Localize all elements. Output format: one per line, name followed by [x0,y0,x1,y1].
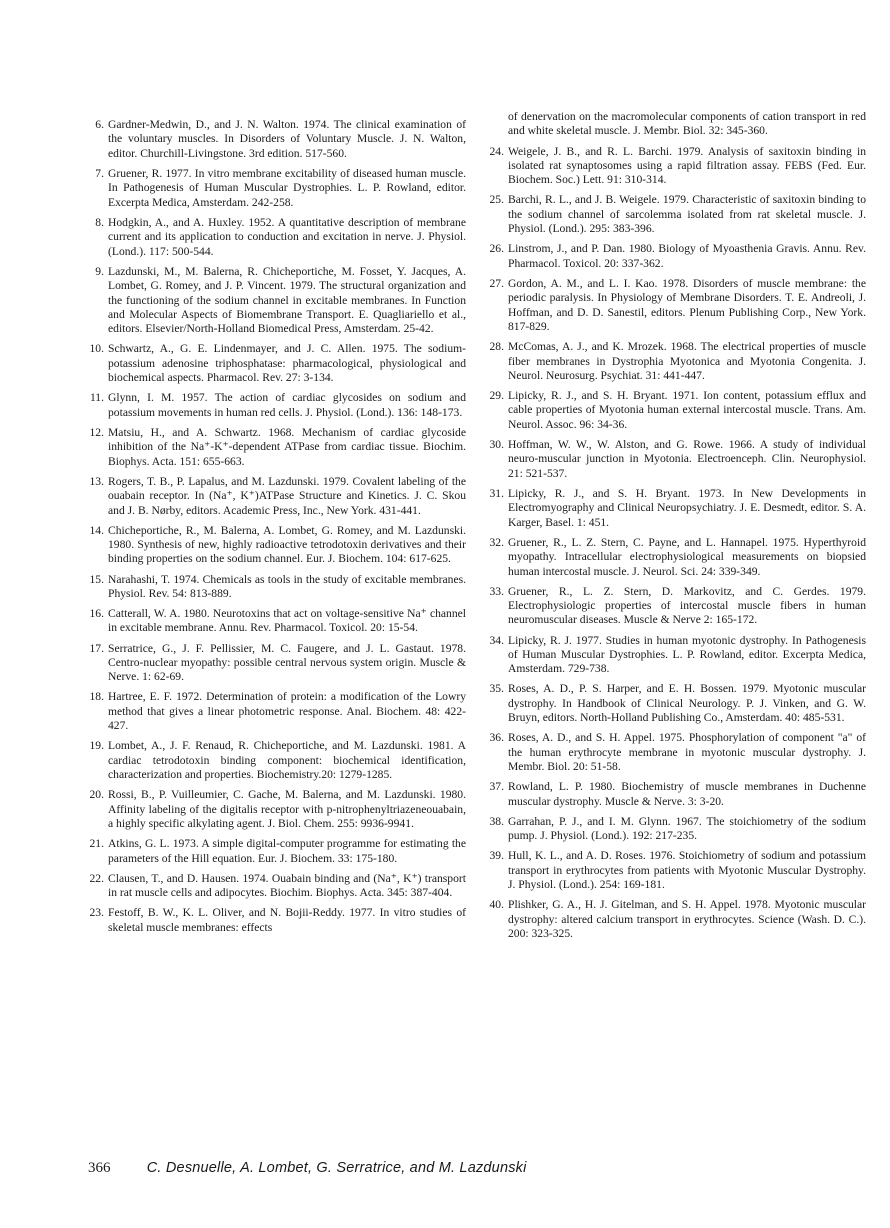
reference-text: Garrahan, P. J., and I. M. Glynn. 1967. The stoichiometry of the sodium pump. J. Physiol. (Lond.). 192: 217-235. [508,814,866,843]
reference-entry [89,523,466,567]
reference-text: Hull, K. L., and A. D. Roses. 1976. Stoichiometry of sodium and potassium transport in erythrocytes from patients with Myotonic Muscular Dystrophy. J. Physiol. (Lond.). 254: 169-181. [508,849,866,892]
reference-text: Roses, A. D., and S. H. Appel. 1975. Phosphorylation of component "a" of the human erythrocyte membrane in myotonic muscular dystrophy. J. Membr. Biol. 20: 51-58. [508,731,866,774]
reference-entry [89,788,466,831]
reference-number: 40. [489,898,504,912]
reference-text: Lipicky, R. J. 1977. Studies in human myotonic dystrophy. In Pathogenesis of Human Muscular Dystrophies. L. P. Rowland, editor. Excerpta Medica, Amsterdam. 729-738. [508,633,866,676]
reference-entry [489,731,866,774]
reference-text: Gruener, R. 1977. In vitro membrane excitability of diseased human muscle. In Pathogenesis of Human Muscular Dystrophies. L. P. Rowland, editor. Excerpta Medica, Amsterdam. 242-258. [108,166,466,209]
reference-text: Glynn, I. M. 1957. The action of cardiac glycosides on sodium and potassium movements in human red cells. J. Physiol. (Lond.). 136: 148-173. [108,391,466,419]
reference-text: Lipicky, R. J., and S. H. Bryant. 1973. In New Developments in Electromyography and Clinical Neuropsychiatry. J. E. Desmedt, editor. S. A. Karger, Basel. 1: 451. [508,486,866,529]
reference-entry [489,193,866,236]
reference-number: 15. [89,572,104,586]
reference-entry [489,898,866,941]
reference-number: 24. [489,144,504,158]
running-authors: C. Desnuelle, A. Lombet, G. Serratrice, and M. Lazdunski [146,1160,527,1176]
reference-entry [489,849,866,892]
reference-number: 8. [95,215,104,229]
reference-text: Serratrice, G., J. F. Pellissier, M. C. Faugere, and J. L. Gastaut. 1978. Centro-nuclear myopathy: possible central nervous system origin. Muscle & Nerve. 1: 62-69. [108,641,466,684]
reference-text: Lipicky, R. J., and S. H. Bryant. 1971. Ion content, potassium efflux and cable properties of Myotonia human external intercostal muscle. Trans. Am. Neurol. Assoc. 96: 34-36. [508,389,866,431]
reference-text: Rowland, L. P. 1980. Biochemistry of muscle membranes in Duchenne muscular dystrophy. Muscle & Nerve. 3: 3-20. [508,780,866,808]
reference-number: 27. [489,276,504,290]
reference-entry [89,871,466,901]
reference-number: 21. [89,837,104,851]
reference-number: 18. [89,690,104,704]
reference-entry [89,690,466,733]
reference-number: 34. [489,633,504,647]
reference-text: Atkins, G. L. 1973. A simple digital-computer programme for estimating the parameters of the Hill equation. Eur. J. Biochem. 33: 175-180. [108,837,466,865]
reference-entry [489,276,866,335]
reference-number: 35. [489,682,504,696]
reference-text: Gardner-Medwin, D., and J. N. Walton. 1974. The clinical examination of the voluntary muscles. In Disorders of Voluntary Muscle. J. N. Walton, editor. Churchill-Livingstone. 3rd edition. 517-560. [108,118,466,160]
reference-entry [489,437,866,481]
reference-number: 14. [89,523,104,537]
references-left-column [89,118,466,941]
reference-text: Clausen, T., and D. Hausen. 1974. Ouabain binding and (Na⁺, K⁺) transport in rat muscle cells and adipocytes. Biochim. Biophys. Acta. 345: 387-404. [108,871,466,900]
reference-entry [489,144,866,188]
reference-text: Roses, A. D., P. S. Harper, and E. H. Bossen. 1979. Myotonic muscular dystrophy. In Handbook of Clinical Neurology. P. J. Vinken, and G. W. Bruyn, editors. North-Holland Publishing Co., Amsterdam. 40: 485-531. [508,682,866,725]
reference-text: Rossi, B., P. Vuilleumier, C. Gache, M. Balerna, and M. Lazdunski. 1980. Affinity labeling of the digitalis receptor with p-nitrophenyltriazeneouabain, a highly specific alkylating agent. J. Biol. Chem. 255: 9936-9941. [108,788,466,831]
reference-number: 13. [89,474,104,488]
reference-number: 10. [89,342,104,356]
reference-text: Festoff, B. W., K. L. Oliver, and N. Bojii-Reddy. 1977. In vitro studies of skeletal muscle membranes: effects [108,906,466,934]
reference-text: Catterall, W. A. 1980. Neurotoxins that act on voltage-sensitive Na⁺ channel in excitable membrane. Annu. Rev. Pharmacol. Toxicol. 20: 15-54. [108,607,466,635]
reference-entry [89,906,466,935]
reference-entry [489,242,866,271]
reference-number: 16. [89,607,104,621]
reference-entry [89,837,466,866]
reference-entry [489,486,866,530]
reference-entry [489,682,866,725]
reference-entry [95,264,466,337]
reference-entry [89,572,466,602]
reference-number: 11. [89,391,104,405]
reference-text: Barchi, R. L., and J. B. Weigele. 1979. Characteristic of saxitoxin binding to the sodium channel of sarcolemma isolated from rat skeletal muscle. J. Physiol. (Lond.). 295: 383-396. [508,193,866,236]
reference-number: 19. [89,739,104,753]
reference-entry [489,340,866,383]
reference-number: 36. [489,731,504,745]
reference-text: Lazdunski, M., M. Balerna, R. Chicheportiche, M. Fosset, Y. Jacques, A. Lombet, G. Romey, and J. P. Vincent. 1979. The structural organization and the functioning of the sodium channel in excitable membranes. In Function and Molecular Aspects of Biomembrane Transport. E. Quagliariello et al., editors. Elsevier/North-Holland Biomedical Press, Amsterdam. 25-42. [108,264,466,336]
reference-entry [489,780,866,809]
reference-entry [89,425,466,469]
reference-entry [95,118,466,161]
reference-number: 22. [89,871,104,885]
reference-number: 37. [489,780,504,794]
page-footer [88,1160,808,1177]
reference-entry [89,391,466,420]
reference-text: Matsiu, H., and A. Schwartz. 1968. Mechanism of cardiac glycoside inhibition of the Na⁺-K⁺-dependent ATPase from cardiac tissue. Biochim. Biophys. Acta. 151: 655-663. [108,425,466,468]
reference-number: 23. [89,906,104,920]
reference-number: 38. [489,814,504,828]
reference-text: Hartree, E. F. 1972. Determination of protein: a modification of the Lowry method that gives a linear photometric response. Anal. Biochem. 48: 422-427. [108,690,466,733]
reference-entry [89,739,466,782]
reference-number: 39. [489,849,504,863]
reference-text: Gruener, R., L. Z. Stern, C. Payne, and L. Hannapel. 1975. Hyperthyroid myopathy. Intracellular electrophysiological measurements on biopsied human intercostal muscle. J. Neurol. Sci. 24: 339-349. [508,535,866,578]
reference-entry [95,166,466,210]
reference-number: 33. [489,584,504,598]
reference-text: of denervation on the macromolecular components of cation transport in red and white skeletal muscle. J. Membr. Biol. 32: 345-360. [508,110,866,138]
reference-text: Rogers, T. B., P. Lapalus, and M. Lazdunski. 1979. Covalent labeling of the ouabain receptor. In (Na⁺, K⁺)ATPase Structure and Kinetics. J. C. Skou and J. B. Nørby, editors. Academic Press, Inc., New York. 431-441. [108,474,466,517]
reference-text: Weigele, J. B., and R. L. Barchi. 1979. Analysis of saxitoxin binding in isolated rat synaptosomes using a rapid filtration assay. FEBS (Fed. Eur. Biochem. Soc.) Lett. 91: 310-314. [508,144,866,187]
reference-entry [89,342,466,385]
reference-text: Hoffman, W. W., W. Alston, and G. Rowe. 1966. A study of individual neuro-muscular junction in Myotonia. Electroenceph. Clin. Neurophysiol. 21: 521-537. [508,437,866,480]
reference-text: Gruener, R., L. Z. Stern, D. Markovitz, and C. Gerdes. 1979. Electrophysiologic properties of intercostal muscle fibers in human neuromuscular diseases. Muscle & Nerve 2: 165-172. [508,584,866,627]
reference-number: 12. [89,425,104,439]
reference-number: 20. [89,788,104,802]
reference-number: 25. [489,193,504,207]
reference-text: Plishker, G. A., H. J. Gitelman, and S. H. Appel. 1978. Myotonic muscular dystrophy: altered calcium transport in erythrocytes. Science (Wash. D. C.). 200: 323-325. [508,898,866,940]
reference-entry [508,110,866,139]
reference-number: 29. [489,389,504,403]
reference-entry [489,389,866,432]
reference-entry [95,215,466,259]
reference-entry [89,474,466,518]
reference-number: 32. [489,535,504,549]
reference-number: 17. [89,641,104,655]
reference-entry [489,633,866,677]
page-number: 366 [88,1160,111,1176]
reference-text: Lombet, A., J. F. Renaud, R. Chicheportiche, and M. Lazdunski. 1981. A cardiac tetrodotoxin binding component: biochemical identification, characterization and properties. Biochemistry.20: 1279-1285. [108,739,466,782]
reference-text: Hodgkin, A., and A. Huxley. 1952. A quantitative description of membrane current and its application to conduction and excitation in nerve. J. Physiol. (Lond.). 117: 500-544. [108,215,466,258]
reference-entry [489,535,866,579]
reference-text: Gordon, A. M., and L. I. Kao. 1978. Disorders of muscle membrane: the periodic paralysis. In Physiology of Membrane Disorders. T. E. Andreoli, J. Hoffman, and D. D. Sanestil, editors. Plenum Publishing Corp., New York. 817-829. [508,276,866,334]
reference-number: 6. [95,118,104,131]
references-right-column [489,110,866,947]
reference-text: Linstrom, J., and P. Dan. 1980. Biology of Myoasthenia Gravis. Annu. Rev. Pharmacol. Toxicol. 20: 337-362. [508,242,866,270]
reference-text: Narahashi, T. 1974. Chemicals as tools in the study of excitable membranes. Physiol. Rev. 54: 813-889. [108,572,466,600]
reference-text: Chicheportiche, R., M. Balerna, A. Lombet, G. Romey, and M. Lazdunski. 1980. Synthesis of new, highly radioactive tetrodotoxin derivatives and their binding properties on the sodium channel. Eur. J. Biochem. 104: 617-625. [108,523,466,566]
reference-entry [489,814,866,844]
reference-entry [89,607,466,636]
reference-number: 9. [95,264,104,278]
reference-entry [89,641,466,685]
reference-text: Schwartz, A., G. E. Lindenmayer, and J. C. Allen. 1975. The sodium-potassium adenosine triphosphatase: pharmacological, physiological and biochemical aspects. Pharmacol. Rev. 27: 3-134. [108,342,466,385]
reference-entry [489,584,866,628]
reference-number: 28. [489,340,504,354]
reference-text: McComas, A. J., and K. Mrozek. 1968. The electrical properties of muscle fiber membranes in Dystrophia Myotonica and Myotonia Congenita. J. Neurol. Neurosurg. Psychiat. 31: 441-447. [508,340,866,382]
reference-number: 26. [489,242,504,256]
reference-number: 7. [95,166,104,180]
reference-number: 30. [489,437,504,451]
reference-number: 31. [489,486,504,500]
